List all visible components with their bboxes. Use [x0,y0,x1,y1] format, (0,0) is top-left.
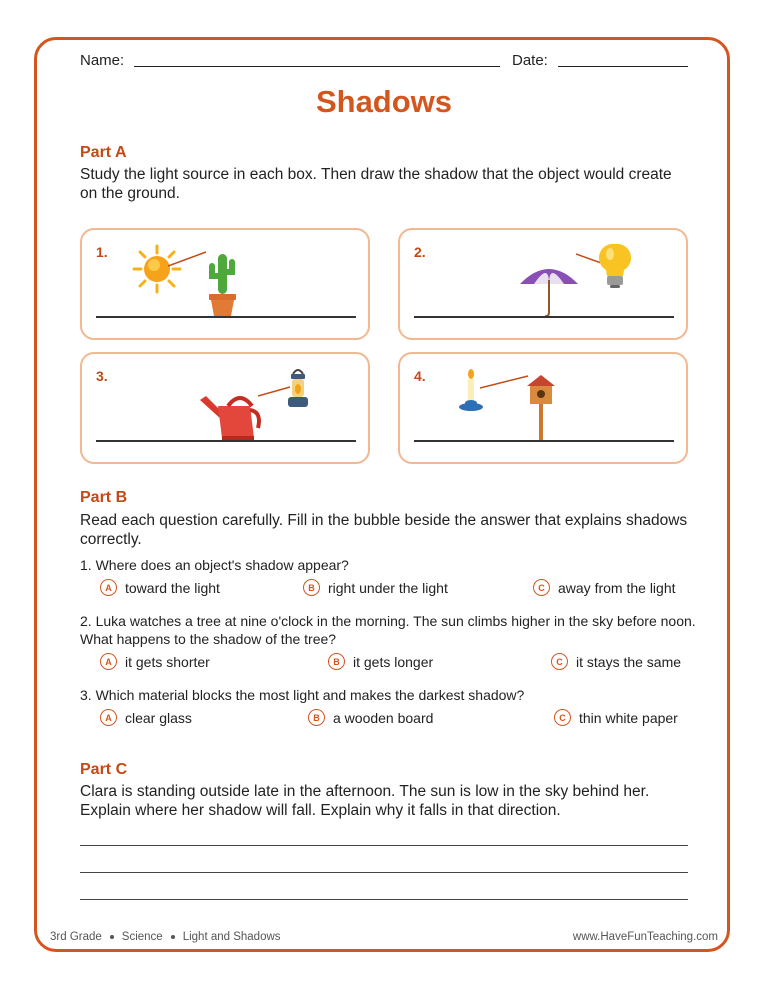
answer-option[interactable] [100,579,220,596]
question-3: 3. Which material blocks the most light and makes the darkest shadow? [80,687,525,703]
page-title: Shadows [315,84,453,119]
light-bulb-icon [598,242,632,290]
part-c-heading: Part C [80,761,128,778]
birdhouse-icon [526,374,556,442]
answer-text: thin white paper [579,709,678,726]
light-ray-line [168,248,208,268]
answer-option[interactable] [100,709,192,726]
box-number: 3. [96,368,108,384]
answer-bubble[interactable]: C [551,653,568,670]
drawing-box-4[interactable] [398,352,688,464]
answer-option[interactable] [308,709,433,726]
answer-option[interactable] [328,653,433,670]
answer-bubble[interactable]: A [100,653,117,670]
box-number: 1. [96,244,108,260]
answer-option[interactable] [303,579,448,596]
answer-line[interactable] [80,899,688,900]
answer-text: right under the light [328,579,448,596]
date-field[interactable] [558,66,688,67]
breadcrumb-subject: Science [121,931,163,943]
lantern-icon [285,368,311,412]
umbrella-icon [518,260,580,318]
ground-line [96,440,356,442]
answer-bubble[interactable]: A [100,579,117,596]
separator-dot [110,935,114,939]
box-number: 4. [414,368,426,384]
answer-option[interactable] [533,579,676,596]
part-b-heading: Part B [80,489,128,506]
answer-text: it gets shorter [125,653,210,670]
answer-text: it stays the same [576,653,682,670]
answer-bubble[interactable]: C [533,579,550,596]
answer-bubble[interactable]: B [308,709,325,726]
ground-line [414,316,674,318]
date-label: Date: [512,52,548,69]
watering-can-icon [200,392,266,442]
part-c-instructions: Clara is standing outside late in the afternoon. The sun is low in the sky behind her. Explain where her shadow will fall. Explain why it falls in that direction. [80,783,650,819]
box-number: 2. [414,244,426,260]
answer-option[interactable] [100,653,210,670]
footer-breadcrumb [50,931,281,943]
answer-bubble[interactable]: A [100,709,117,726]
answer-line[interactable] [80,872,688,873]
drawing-box-3[interactable] [80,352,370,464]
name-field[interactable] [134,66,500,67]
drawing-box-2[interactable] [398,228,688,340]
answer-text: away from the light [558,579,676,596]
separator-dot [171,935,175,939]
answer-bubble[interactable]: B [328,653,345,670]
drawing-box-1[interactable] [80,228,370,340]
part-b-instructions: Read each question carefully. Fill in the bubble beside the answer that explains shadows correctly. [80,512,688,548]
answer-option[interactable] [551,653,681,670]
breadcrumb-topic: Light and Shadows [182,931,281,943]
answer-line[interactable] [80,845,688,846]
answer-text: clear glass [125,709,192,726]
answer-text: it gets longer [353,653,434,670]
ground-line [414,440,674,442]
breadcrumb-grade: 3rd Grade [50,931,102,943]
part-a-instructions: Study the light source in each box. Then draw the shadow that the object would create on the ground. [80,166,672,202]
answer-text: a wooden board [333,709,434,726]
footer-website[interactable]: www.HaveFunTeaching.com [572,931,718,943]
ground-line [96,316,356,318]
answer-bubble[interactable]: B [303,579,320,596]
answer-bubble[interactable]: C [554,709,571,726]
answer-text: toward the light [125,579,220,596]
question-1: 1. Where does an object's shadow appear? [80,557,349,573]
part-a-heading: Part A [80,144,127,161]
question-2: 2. Luka watches a tree at nine o'clock in the morning. The sun climbs higher in the sky before noon. What happens to the shadow of the tree? [80,613,696,647]
answer-option[interactable] [554,709,678,726]
name-label: Name: [80,52,125,69]
cactus-icon [204,250,240,318]
light-ray-line [480,374,530,390]
